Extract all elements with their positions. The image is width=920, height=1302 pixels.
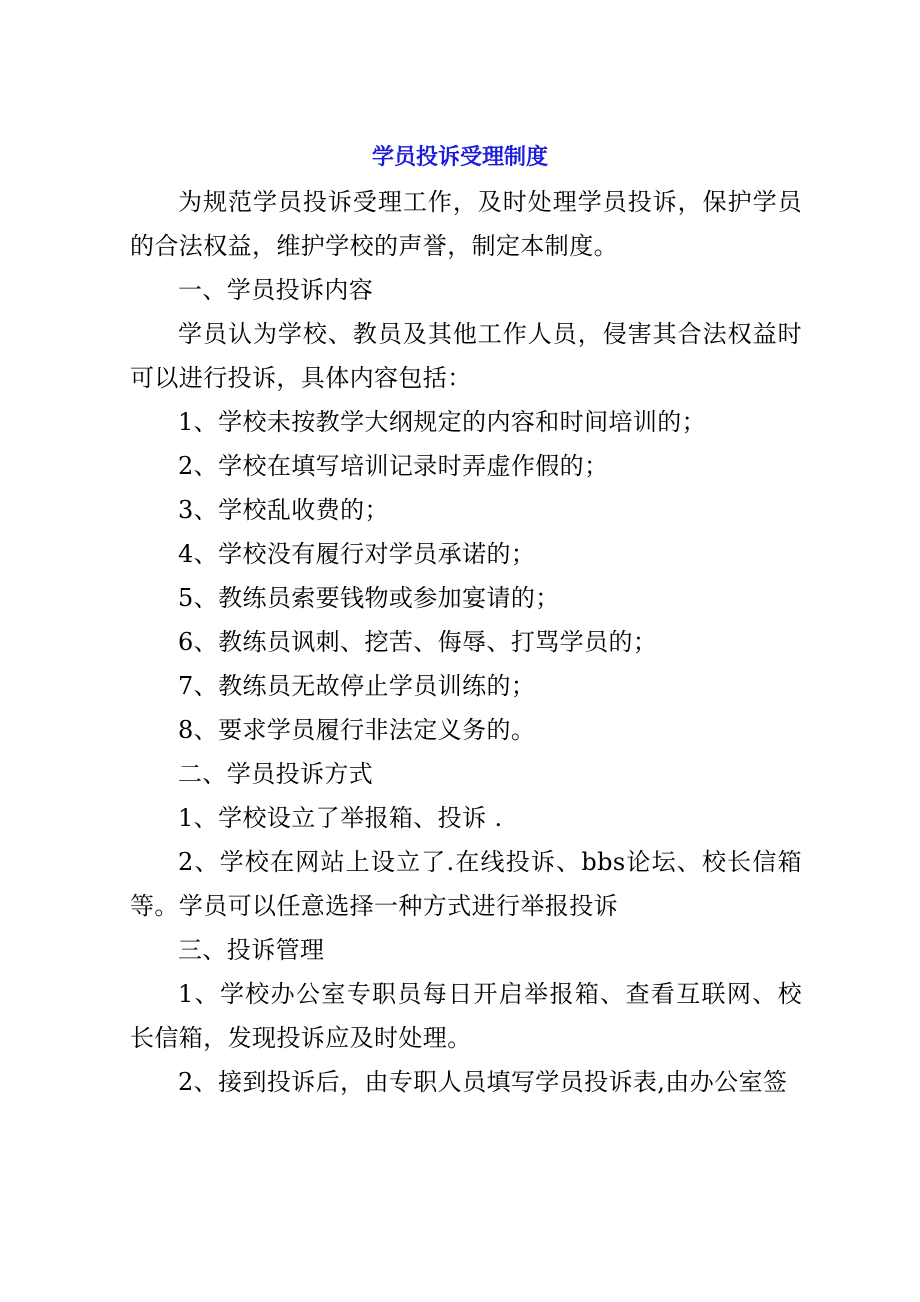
list-item: 6、教练员讽刺、挖苦、侮辱、打骂学员的； (178, 628, 658, 656)
document-title: 学员投诉受理制度 (371, 145, 548, 170)
list-item: 3、学校乱收费的； (178, 496, 389, 524)
list-item: 8、要求学员履行非法定义务的。 (178, 716, 536, 744)
list-item: 2、学校在网站上设立了.在线投诉、bbs论坛、校长信箱等。学员可以任意选择一种方式进行举报投诉 (130, 848, 802, 920)
section-heading-methods: 二、学员投诉方式 (178, 760, 374, 788)
list-item: 1、学校未按教学大纲规定的内容和时间培训的； (178, 408, 707, 436)
list-item: 5、教练员索要钱物或参加宴请的； (178, 584, 560, 612)
list-item: 7、教练员无故停止学员训练的； (178, 672, 536, 700)
list-item: 2、接到投诉后，由专职人员填写学员投诉表,由办公室签 (178, 1068, 788, 1096)
list-item: 1、学校办公室专职员每日开启举报箱、查看互联网、校长信箱，发现投诉应及时处理。 (130, 980, 802, 1052)
intro-paragraph: 为规范学员投诉受理工作，及时处理学员投诉，保护学员的合法权益，维护学校的声誉，制定本制度。 (130, 188, 802, 260)
section-heading-management: 三、投诉管理 (178, 936, 325, 964)
list-item: 4、学校没有履行对学员承诺的； (178, 540, 536, 568)
section-heading-content: 一、学员投诉内容 (178, 276, 374, 304)
list-item: 2、学校在填写培训记录时弄虚作假的； (178, 452, 609, 480)
content-intro-paragraph: 学员认为学校、教员及其他工作人员，侵害其合法权益时可以进行投诉，具体内容包括： (130, 320, 802, 392)
document-body (130, 180, 802, 1104)
list-item: 1、学校设立了举报箱、投诉 . (178, 804, 503, 832)
